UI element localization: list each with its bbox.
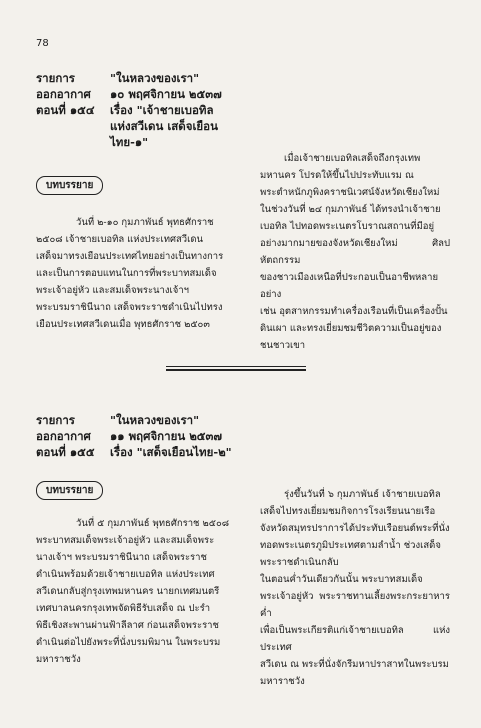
section-divider xyxy=(166,366,306,373)
page-number: 78 xyxy=(36,38,49,49)
episode-title-continued: แห่งสวีเดน เสด็จเยือน xyxy=(110,119,218,133)
program-label: รายการ xyxy=(36,413,75,427)
program-header-1 xyxy=(36,70,260,150)
narration-badge: บทบรรยาย xyxy=(36,176,103,195)
airdate-label: ออกอากาศ xyxy=(36,429,91,443)
episode-label: ตอนที่ ๑๕๕ xyxy=(36,445,95,459)
narration-paragraph: รุ่งขึ้นวันที่ ๖ กุมภาพันธ์ เจ้าชายเบอทิล เสด็จไปทรงเยี่ยมชมกิจการโรงเรียนนายเรือ จังหวัดสมุทรปราการได้ประทับเรือยนต์พระที่นั่ง ทอดพระเนตรภูมิประเทศตามลำน้ำ ช่วงเสด็จ พระราชดำเนินกลับ ในตอนค่ำวันเดียวกันนั้น พระบาทสมเด็จ พระเจ้าอยู่หัว พระราชทานเลี้ยงพระกระยาหารค่ำ เพื่อเป็นพระเกียรติแก่เจ้าชายเบอทิล แห่งประเทศ สวีเดน ณ พระที่นั่งจักรีมหาปราสาทในพระบรม มหาราชวัง xyxy=(260,489,450,687)
program-value: "ในหลวงของเรา" xyxy=(110,413,200,427)
program-label: รายการ xyxy=(36,71,75,85)
airdate-value: ๑๑ พฤศจิกายน ๒๕๓๗ xyxy=(110,429,223,443)
episode-title: เรื่อง "เจ้าชายเบอทิล xyxy=(110,103,214,117)
program-header-2 xyxy=(36,412,290,460)
program-value: "ในหลวงของเรา" xyxy=(110,71,200,85)
airdate-label: ออกอากาศ xyxy=(36,87,91,101)
narration-badge: บทบรรยาย xyxy=(36,481,103,500)
narration-paragraph: วันที่ ๕ กุมภาพันธ์ พุทธศักราช ๒๕๐๘ พระบาทสมเด็จพระเจ้าอยู่หัว และสมเด็จพระ นางเจ้าฯ พระบรมราชินีนาถ เสด็จพระราช ดำเนินพร้อมด้วยเจ้าชายเบอทิล แห่งประเทศ สวีเดนกลับสู่กรุงเทพมหานคร นายกเทศมนตรี เทศบาลนครกรุงเทพจัดพิธีรับเสด็จ ณ ปะรำ พิธีเชิงสะพานผ่านฟ้าลีลาศ ก่อนเสด็จพระราช ดำเนินต่อไปยังพระที่นั่งบรมพิมาน ในพระบรม มหาราชวัง xyxy=(36,518,230,665)
airdate-value: ๑๐ พฤศจิกายน ๒๕๓๗ xyxy=(110,87,222,101)
episode-title: เรื่อง "เสด็จเยือนไทย-๒" xyxy=(110,445,232,459)
episode-title-continued: ไทย-๑" xyxy=(110,135,149,149)
narration-paragraph: วันที่ ๒-๑๐ กุมภาพันธ์ พุทธศักราช ๒๕๐๘ เจ้าชายเบอทิล แห่งประเทศสวีเดน เสด็จมาทรงเยือนประเทศไทยอย่างเป็นทางการ และเป็นการตอบแทนในการที่พระบาทสมเด็จ พระเจ้าอยู่หัว และสมเด็จพระนางเจ้าฯ พระบรมราชินีนาถ เสด็จพระราชดำเนินไปทรง เยือนประเทศสวีเดนเมื่อ พุทธศักราช ๒๕๐๓ xyxy=(36,217,224,330)
episode-label: ตอนที่ ๑๕๔ xyxy=(36,103,95,117)
narration-paragraph: เมื่อเจ้าชายเบอทิลเสด็จถึงกรุงเทพ มหานคร โปรดให้ขึ้นไปประทับแรม ณ พระตำหนักภูพิงคราชนิเวศน์จังหวัดเชียงใหม่ ในช่วงวันที่ ๒๔ กุมภาพันธ์ ได้ทรงนำเจ้าชาย เบอทิล ไปทอดพระเนตรโบราณสถานที่มีอยู่ อย่างมากมายของจังหวัดเชียงใหม่ ศิลปหัตถกรรม ของชาวเมืองเหนือที่ประกอบเป็นอาชีพหลายอย่าง เช่น อุตสาหกรรมทำเครื่องเรือนที่เป็นเครื่องปั้น ดินเผา และทรงเยี่ยมชมชีวิตความเป็นอยู่ของ ชนชาวเขา xyxy=(260,153,450,351)
